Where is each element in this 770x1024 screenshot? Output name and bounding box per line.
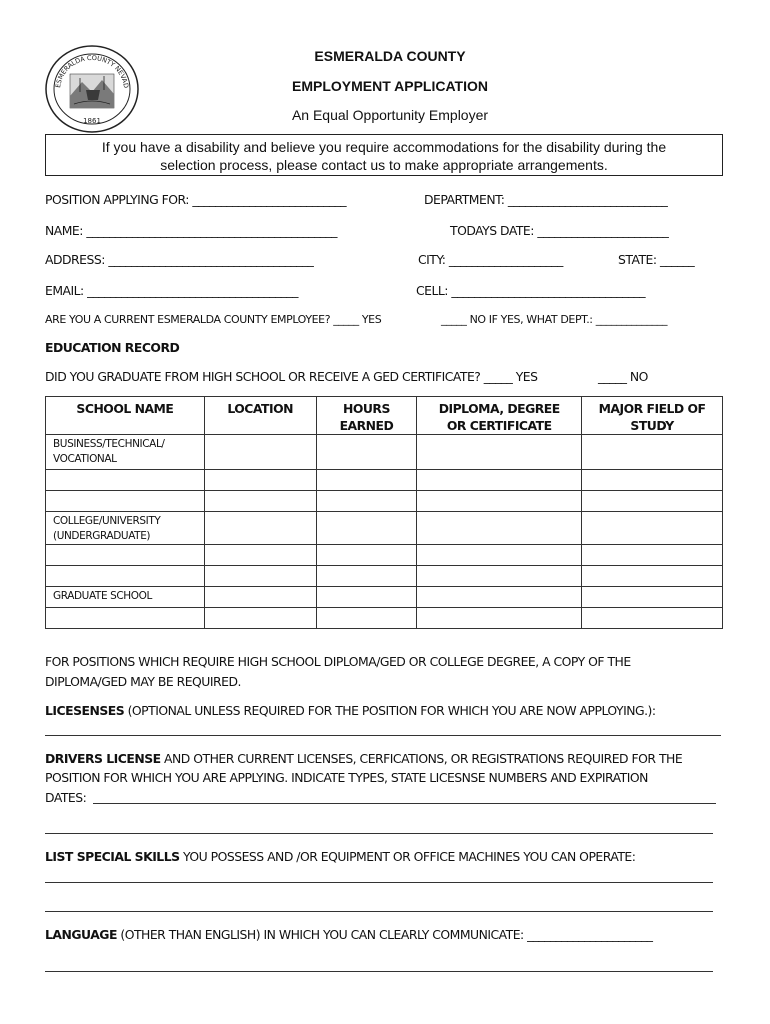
- email-field[interactable]: EMAIL: _____________________________________: [45, 283, 298, 298]
- table-cell[interactable]: [316, 470, 417, 491]
- drivers-license-line-3: DATES:: [45, 790, 87, 805]
- licenses-prompt: LICESENSES (OPTIONAL UNLESS REQUIRED FOR THE POSITION FOR WHICH YOU ARE NOW APPLOYING.):: [45, 703, 656, 718]
- table-header-row: [46, 397, 723, 435]
- drivers-license-line-2: POSITION FOR WHICH YOU ARE APPLYING. INDICATE TYPES, STATE LICESNSE NUMBERS AND EXPIRATION: [45, 770, 648, 785]
- table-cell[interactable]: [204, 491, 316, 512]
- col-hours-earned: HOURS EARNED: [316, 397, 417, 435]
- table-cell[interactable]: [582, 608, 723, 629]
- current-employee-no[interactable]: _____ NO IF YES, WHAT DEPT.: ______________: [441, 313, 668, 326]
- seal-year: 1861: [83, 117, 101, 125]
- table-cell[interactable]: [46, 566, 205, 587]
- state-field[interactable]: STATE: ______: [618, 252, 695, 267]
- table-cell[interactable]: [417, 566, 582, 587]
- graduate-question[interactable]: DID YOU GRADUATE FROM HIGH SCHOOL OR RECEIVE A GED CERTIFICATE? _____ YES: [45, 369, 538, 384]
- notice-line-2: selection process, please contact us to make appropriate arrangements.: [160, 157, 608, 173]
- language-prompt[interactable]: LANGUAGE (OTHER THAN ENGLISH) IN WHICH YOU CAN CLEARLY COMMUNICATE: ______________________: [45, 927, 653, 942]
- county-seal: [44, 44, 140, 134]
- table-cell[interactable]: [316, 435, 417, 470]
- table-row: [46, 435, 723, 470]
- table-cell[interactable]: [417, 435, 582, 470]
- special-skills-answer-line-2[interactable]: [45, 911, 713, 912]
- table-cell[interactable]: [417, 587, 582, 608]
- current-employee-question[interactable]: ARE YOU A CURRENT ESMERALDA COUNTY EMPLOYEE? _____ YES: [45, 313, 382, 326]
- special-skills-prompt: LIST SPECIAL SKILLS YOU POSSESS AND /OR EQUIPMENT OR OFFICE MACHINES YOU CAN OPERATE:: [45, 849, 636, 864]
- table-cell[interactable]: [204, 435, 316, 470]
- drivers-license-answer-line-2[interactable]: [45, 833, 713, 834]
- seal-text: ESMERALDA COUNTY NEVAD: [54, 53, 130, 89]
- education-table: [45, 396, 723, 629]
- table-cell[interactable]: [316, 587, 417, 608]
- table-cell[interactable]: [582, 435, 723, 470]
- graduate-question-no[interactable]: _____ NO: [598, 369, 648, 384]
- licenses-answer-line[interactable]: [45, 735, 721, 736]
- table-cell[interactable]: [582, 566, 723, 587]
- table-cell[interactable]: [204, 545, 316, 566]
- table-cell[interactable]: [582, 470, 723, 491]
- drivers-license-prompt: DRIVERS LICENSE AND OTHER CURRENT LICENSES, CERFICATIONS, OR REGISTRATIONS REQUIRED FOR THE: [45, 751, 683, 766]
- education-heading: EDUCATION RECORD: [45, 340, 180, 355]
- table-row: [46, 512, 723, 545]
- table-cell[interactable]: [316, 491, 417, 512]
- table-cell[interactable]: [582, 512, 723, 545]
- table-cell[interactable]: [316, 608, 417, 629]
- county-name: ESMERALDA COUNTY: [314, 48, 466, 64]
- row-label-graduate: GRADUATE SCHOOL: [46, 587, 205, 608]
- table-row: [46, 608, 723, 629]
- name-field[interactable]: NAME: ____________________________________________: [45, 223, 337, 238]
- cell-field[interactable]: CELL: __________________________________: [416, 283, 646, 298]
- table-cell[interactable]: [316, 566, 417, 587]
- table-row: [46, 491, 723, 512]
- table-cell[interactable]: [582, 587, 723, 608]
- table-cell[interactable]: [204, 512, 316, 545]
- table-cell[interactable]: [46, 491, 205, 512]
- table-cell[interactable]: [204, 608, 316, 629]
- table-cell[interactable]: [204, 587, 316, 608]
- table-cell[interactable]: [46, 608, 205, 629]
- diploma-note-line-2: DIPLOMA/GED MAY BE REQUIRED.: [45, 674, 241, 689]
- form-subtitle: An Equal Opportunity Employer: [291, 107, 489, 123]
- table-cell[interactable]: [204, 566, 316, 587]
- language-answer-line[interactable]: [45, 971, 713, 972]
- table-cell[interactable]: [582, 545, 723, 566]
- table-cell[interactable]: [582, 491, 723, 512]
- row-label-college: COLLEGE/UNIVERSITY (UNDERGRADUATE): [46, 512, 205, 545]
- col-major: MAJOR FIELD OF STUDY: [582, 397, 723, 435]
- diploma-note-line-1: FOR POSITIONS WHICH REQUIRE HIGH SCHOOL DIPLOMA/GED OR COLLEGE DEGREE, A COPY OF THE: [45, 654, 631, 669]
- city-field[interactable]: CITY: ____________________: [418, 252, 563, 267]
- table-cell[interactable]: [417, 608, 582, 629]
- row-label-business: BUSINESS/TECHNICAL/ VOCATIONAL: [46, 435, 205, 470]
- col-diploma: DIPLOMA, DEGREE OR CERTIFICATE: [417, 397, 582, 435]
- table-cell[interactable]: [417, 512, 582, 545]
- table-cell[interactable]: [46, 545, 205, 566]
- form-title: EMPLOYMENT APPLICATION: [292, 78, 488, 94]
- table-cell[interactable]: [417, 545, 582, 566]
- table-row: [46, 470, 723, 491]
- table-row: [46, 566, 723, 587]
- table-cell[interactable]: [316, 545, 417, 566]
- table-row: [46, 545, 723, 566]
- table-cell[interactable]: [46, 470, 205, 491]
- col-school-name: SCHOOL NAME: [46, 397, 205, 435]
- table-cell[interactable]: [204, 470, 316, 491]
- table-cell[interactable]: [417, 491, 582, 512]
- todays-date-field[interactable]: TODAYS DATE: _______________________: [450, 223, 669, 238]
- table-cell[interactable]: [417, 470, 582, 491]
- col-location: LOCATION: [204, 397, 316, 435]
- address-field[interactable]: ADDRESS: ____________________________________: [45, 252, 314, 267]
- position-field[interactable]: POSITION APPLYING FOR: ___________________________: [45, 192, 347, 207]
- notice-line-1: If you have a disability and believe you require accommodations for the disability during the: [101, 139, 667, 155]
- table-row: [46, 587, 723, 608]
- table-cell[interactable]: [316, 512, 417, 545]
- accommodation-notice: [45, 134, 723, 176]
- drivers-license-answer-line[interactable]: [93, 803, 716, 804]
- special-skills-answer-line[interactable]: [45, 882, 713, 883]
- department-field[interactable]: DEPARTMENT: ____________________________: [424, 192, 668, 207]
